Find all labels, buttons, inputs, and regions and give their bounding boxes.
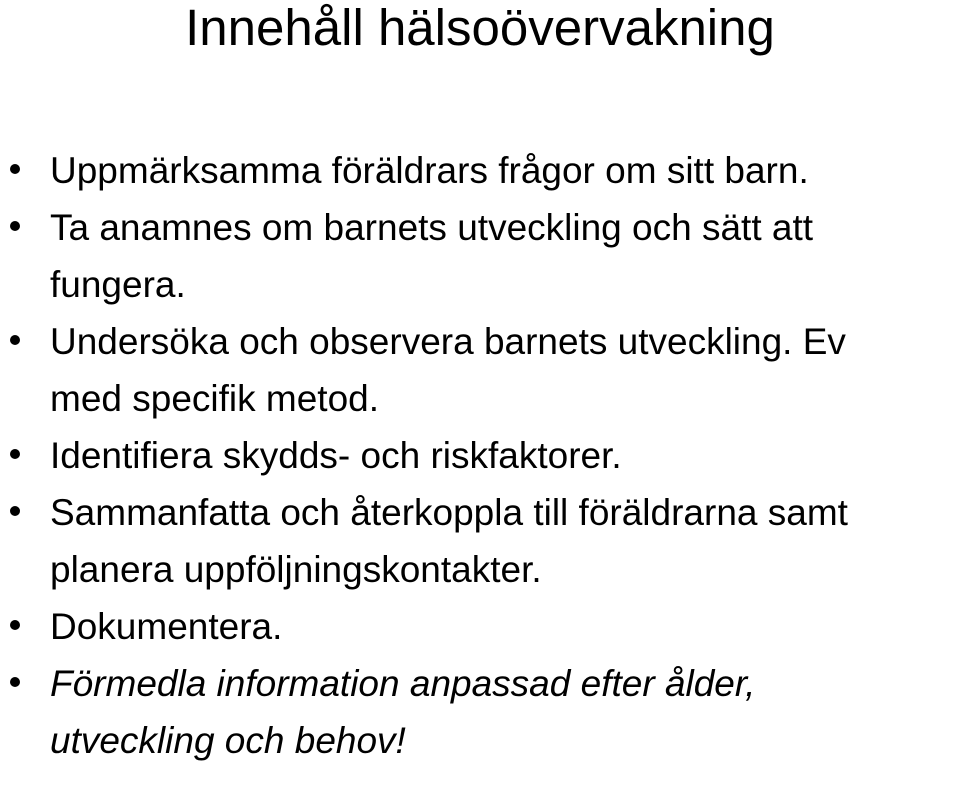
bullet-item-3 bbox=[0, 313, 960, 427]
slide-title: Innehåll hälsoövervakning bbox=[185, 0, 775, 56]
bullet-list bbox=[0, 142, 960, 769]
bullet-text-continued: utveckling och behov! bbox=[50, 720, 406, 761]
bullet-text: Ta anamnes om barnets utveckling och sätt att bbox=[50, 207, 814, 248]
bullet-dot-icon bbox=[10, 221, 20, 231]
bullet-dot-icon bbox=[10, 449, 20, 459]
bullet-text: Förmedla information anpassad efter ålder, bbox=[50, 663, 756, 704]
bullet-text-continued: med specifik metod. bbox=[50, 378, 380, 419]
bullet-text: Undersöka och observera barnets utveckling. Ev bbox=[50, 321, 846, 362]
bullet-dot-icon bbox=[10, 506, 20, 516]
bullet-item-5 bbox=[0, 484, 960, 598]
bullet-dot-icon bbox=[10, 335, 20, 345]
bullet-dot-icon bbox=[10, 164, 20, 174]
bullet-text-continued: fungera. bbox=[50, 264, 186, 305]
bullet-item-1 bbox=[0, 142, 960, 199]
bullet-item-2 bbox=[0, 199, 960, 313]
bullet-dot-icon bbox=[10, 677, 20, 687]
bullet-text-continued: planera uppföljningskontakter. bbox=[50, 549, 542, 590]
bullet-item-4 bbox=[0, 427, 960, 484]
bullet-text: Sammanfatta och återkoppla till föräldrarna samt bbox=[50, 492, 848, 533]
bullet-text: Identifiera skydds- och riskfaktorer. bbox=[50, 435, 622, 476]
bullet-dot-icon bbox=[10, 620, 20, 630]
bullet-text: Dokumentera. bbox=[50, 606, 283, 647]
bullet-item-7 bbox=[0, 655, 960, 769]
bullet-item-6 bbox=[0, 598, 960, 655]
bullet-text: Uppmärksamma föräldrars frågor om sitt barn. bbox=[50, 150, 809, 191]
